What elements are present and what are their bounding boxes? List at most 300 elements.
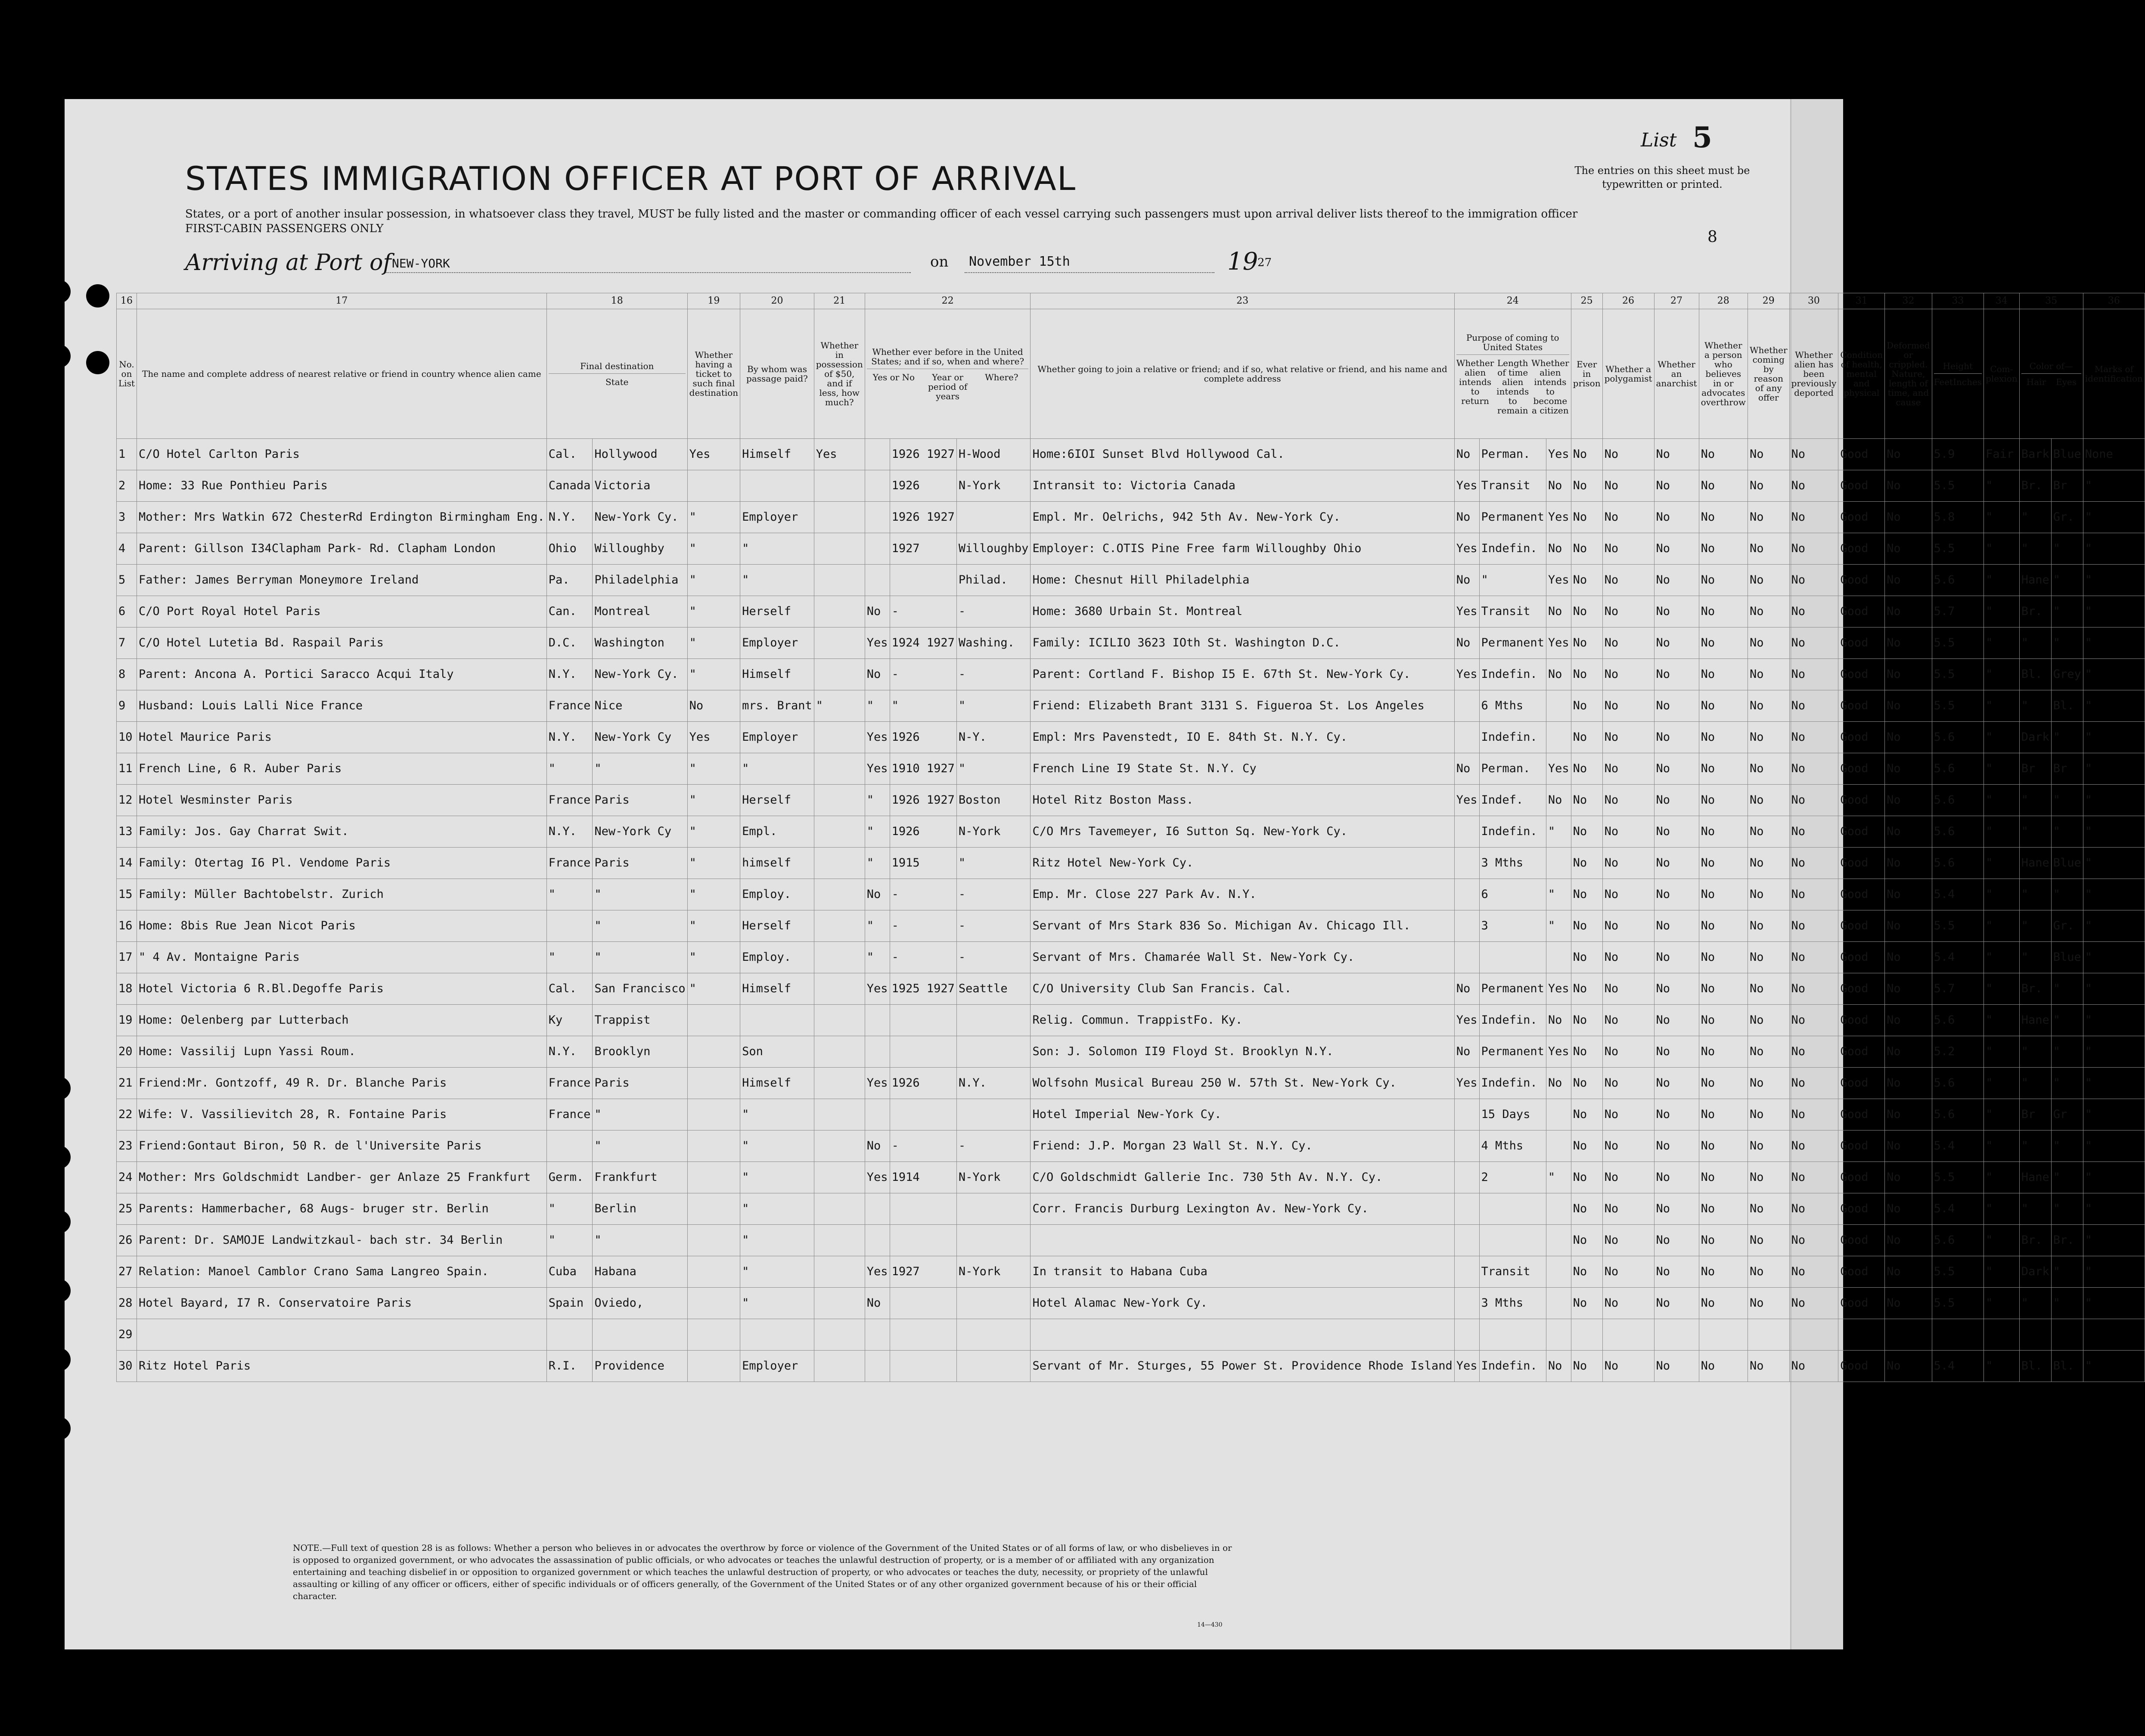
cell-prison: No — [1571, 470, 1602, 502]
cell-height: 5.7 — [1932, 973, 1984, 1005]
cell-state: N.Y. — [546, 1036, 593, 1068]
cell-joining: Home: Chesnut Hill Philadelphia — [1031, 565, 1454, 596]
cell-no: 17 — [117, 942, 137, 973]
header-purpose — [1454, 309, 1571, 439]
cell-relative: C/O Port Royal Hotel Paris — [137, 596, 546, 627]
cell-hair: " — [2019, 502, 2051, 533]
cell-joining: Friend: Elizabeth Brant 3131 S. Figueroa St. Los Angeles — [1031, 690, 1454, 722]
cell-eyes: " — [2051, 722, 2083, 753]
cell-return — [1454, 816, 1479, 848]
cell-paid: Herself — [740, 596, 814, 627]
cell-hair — [2019, 1319, 2051, 1351]
page-number: 8 — [1707, 228, 1717, 246]
cell-where: N-York — [956, 1162, 1031, 1193]
cell-anarch: No — [1654, 848, 1699, 879]
cell-poly: No — [1602, 627, 1654, 659]
cell-length — [1479, 942, 1546, 973]
cell-deformed: No — [1885, 722, 1932, 753]
cell-citizen — [1546, 942, 1571, 973]
cell-complexion: " — [1984, 627, 2020, 659]
cell-no: 9 — [117, 690, 137, 722]
cell-no: 1 — [117, 439, 137, 470]
cell-hair: " — [2019, 1288, 2051, 1319]
intro-text — [185, 207, 1606, 236]
cell-where: N.Y. — [956, 1068, 1031, 1099]
cell-deformed: No — [1885, 565, 1932, 596]
cell-before — [865, 470, 890, 502]
cell-relative: Hotel Wesminster Paris — [137, 785, 546, 816]
cell-deformed: No — [1885, 502, 1932, 533]
cell-health: Good — [1838, 690, 1885, 722]
cell-citizen — [1546, 1256, 1571, 1288]
cell-return: No — [1454, 753, 1479, 785]
cell-where: " — [956, 753, 1031, 785]
cell-state: " — [546, 1193, 593, 1225]
cell-year: 1926 — [890, 722, 956, 753]
cell-height: 5.7 — [1932, 596, 1984, 627]
cell-anarch: No — [1654, 565, 1699, 596]
cell-return: No — [1454, 627, 1479, 659]
cell-citizen — [1546, 1099, 1571, 1130]
cell-marks — [2083, 1319, 2145, 1351]
column-number: 34 — [1984, 293, 2020, 309]
cell-length: Transit — [1479, 470, 1546, 502]
cell-c28: No — [1699, 1099, 1748, 1130]
cell-joining: Wolfsohn Musical Bureau 250 W. 57th St. New-York Cy. — [1031, 1068, 1454, 1099]
cell-height: 5.6 — [1932, 1068, 1984, 1099]
cell-marks: " — [2083, 690, 2145, 722]
column-number: 16 — [117, 293, 137, 309]
cell-state: " — [546, 753, 593, 785]
cell-complexion: " — [1984, 690, 2020, 722]
cell-poly: No — [1602, 942, 1654, 973]
cell-citizen: Yes — [1546, 753, 1571, 785]
cell-hair: " — [2019, 1036, 2051, 1068]
cell-poly: No — [1602, 1036, 1654, 1068]
cell-money — [814, 1068, 865, 1099]
cell-relative: Parent: Gillson I34Clapham Park- Rd. Clapham London — [137, 533, 546, 565]
column-number: 20 — [740, 293, 814, 309]
cell-paid: " — [740, 565, 814, 596]
cell-citizen: " — [1546, 1162, 1571, 1193]
cell-height: 5.8 — [1932, 502, 1984, 533]
cell-return — [1454, 690, 1479, 722]
header-ticket: Whether having a ticket to such final destination — [687, 309, 740, 439]
cell-year — [890, 565, 956, 596]
cell-return: Yes — [1454, 659, 1479, 690]
cell-length — [1479, 1319, 1546, 1351]
binder-hole — [47, 1348, 71, 1371]
cell-deformed: No — [1885, 1162, 1932, 1193]
cell-prison: No — [1571, 1225, 1602, 1256]
cell-c29: No — [1748, 1099, 1789, 1130]
cell-hair: Dark — [2019, 1256, 2051, 1288]
table-row — [117, 439, 2145, 470]
cell-marks: " — [2083, 565, 2145, 596]
cell-state: N.Y. — [546, 502, 593, 533]
cell-deformed: No — [1885, 533, 1932, 565]
cell-length: Transit — [1479, 596, 1546, 627]
cell-ticket: " — [687, 879, 740, 910]
cell-eyes: Gr. — [2051, 910, 2083, 942]
cell-c30: No — [1789, 879, 1838, 910]
cell-hair: Br. — [2019, 470, 2051, 502]
binder-hole — [86, 284, 109, 307]
cell-ticket: " — [687, 785, 740, 816]
cell-relative: Family: Otertag I6 Pl. Vendome Paris — [137, 848, 546, 879]
table-row — [117, 879, 2145, 910]
cell-length: Permanent — [1479, 502, 1546, 533]
cell-poly: No — [1602, 439, 1654, 470]
cell-c29: No — [1748, 596, 1789, 627]
header-c28: Whether a person who believes in or advocates overthrow — [1699, 309, 1748, 439]
cell-anarch: No — [1654, 722, 1699, 753]
header-paid_by: By whom was passage paid? — [740, 309, 814, 439]
cell-height: 5.9 — [1932, 439, 1984, 470]
subheader-return: Whether alien intends to return — [1456, 357, 1494, 406]
cell-hair: Bark — [2019, 439, 2051, 470]
cell-marks: " — [2083, 596, 2145, 627]
cell-hair: Bl. — [2019, 659, 2051, 690]
cell-no: 16 — [117, 910, 137, 942]
cell-complexion: " — [1984, 1288, 2020, 1319]
cell-poly: No — [1602, 753, 1654, 785]
cell-height: 5.6 — [1932, 1005, 1984, 1036]
cell-state: Cal. — [546, 973, 593, 1005]
cell-marks: " — [2083, 1193, 2145, 1225]
cell-health: Good — [1838, 1130, 1885, 1162]
cell-city: " — [593, 879, 687, 910]
cell-joining: C/O Mrs Tavemeyer, I6 Sutton Sq. New-York Cy. — [1031, 816, 1454, 848]
cell-ticket — [687, 1162, 740, 1193]
table-row — [117, 848, 2145, 879]
cell-no: 27 — [117, 1256, 137, 1288]
cell-paid: " — [740, 1099, 814, 1130]
cell-before: Yes — [865, 1162, 890, 1193]
cell-state: Can. — [546, 596, 593, 627]
cell-marks: " — [2083, 470, 2145, 502]
cell-return — [1454, 1288, 1479, 1319]
cell-paid: Son — [740, 1036, 814, 1068]
cell-c28: No — [1699, 973, 1748, 1005]
cell-state: Germ. — [546, 1162, 593, 1193]
cell-height: 5.5 — [1932, 690, 1984, 722]
table-row — [117, 942, 2145, 973]
cell-ticket: " — [687, 565, 740, 596]
cell-c30: No — [1789, 910, 1838, 942]
cell-complexion: " — [1984, 753, 2020, 785]
cell-marks: " — [2083, 910, 2145, 942]
cell-complexion: " — [1984, 533, 2020, 565]
cell-marks: " — [2083, 1162, 2145, 1193]
cell-paid: mrs. Brant — [740, 690, 814, 722]
cell-prison: No — [1571, 722, 1602, 753]
cell-deformed — [1885, 1319, 1932, 1351]
cell-no: 11 — [117, 753, 137, 785]
cell-relative: C/O Hotel Carlton Paris — [137, 439, 546, 470]
cell-c29: No — [1748, 1256, 1789, 1288]
cell-prison: No — [1571, 1351, 1602, 1382]
cell-prison: No — [1571, 1256, 1602, 1288]
cell-joining: Home:6IOI Sunset Blvd Hollywood Cal. — [1031, 439, 1454, 470]
cell-c29: No — [1748, 1005, 1789, 1036]
cell-c30: No — [1789, 1225, 1838, 1256]
column-header-row — [117, 309, 2145, 439]
cell-prison: No — [1571, 659, 1602, 690]
cell-state: France — [546, 690, 593, 722]
cell-paid: Employer — [740, 1351, 814, 1382]
cell-c28: No — [1699, 785, 1748, 816]
cell-length: Perman. — [1479, 753, 1546, 785]
cell-citizen: No — [1546, 785, 1571, 816]
cell-relative: C/O Hotel Lutetia Bd. Raspail Paris — [137, 627, 546, 659]
cell-year: - — [890, 910, 956, 942]
cell-eyes: Br — [2051, 470, 2083, 502]
cell-health: Good — [1838, 910, 1885, 942]
cell-joining: Hotel Imperial New-York Cy. — [1031, 1099, 1454, 1130]
subheader-inches: Inches — [1953, 376, 1982, 387]
table-row — [117, 596, 2145, 627]
table-row — [117, 1351, 2145, 1382]
cell-ticket — [687, 1319, 740, 1351]
cell-prison — [1571, 1319, 1602, 1351]
cell-c28: No — [1699, 1351, 1748, 1382]
cell-eyes: " — [2051, 973, 2083, 1005]
cell-citizen — [1546, 1225, 1571, 1256]
cell-marks: " — [2083, 722, 2145, 753]
cell-relative: Mother: Mrs Goldschmidt Landber- ger Anlaze 25 Frankfurt — [137, 1162, 546, 1193]
cell-anarch: No — [1654, 1130, 1699, 1162]
cell-money — [814, 816, 865, 848]
cell-ticket: " — [687, 910, 740, 942]
cell-poly: No — [1602, 785, 1654, 816]
cell-complexion: " — [1984, 659, 2020, 690]
cell-length: Indefin. — [1479, 1351, 1546, 1382]
cell-c29: No — [1748, 1162, 1789, 1193]
cell-c29: No — [1748, 502, 1789, 533]
cell-before: " — [865, 910, 890, 942]
cell-ticket: " — [687, 942, 740, 973]
cell-health: Good — [1838, 1162, 1885, 1193]
cell-poly: No — [1602, 816, 1654, 848]
header-subgroup — [2021, 374, 2081, 387]
cell-joining: Intransit to: Victoria Canada — [1031, 470, 1454, 502]
cell-city: " — [593, 1130, 687, 1162]
cell-money — [814, 1162, 865, 1193]
cell-where: Willoughby — [956, 533, 1031, 565]
cell-health: Good — [1838, 565, 1885, 596]
cell-return — [1454, 1130, 1479, 1162]
cell-deformed: No — [1885, 942, 1932, 973]
cell-deformed: No — [1885, 1225, 1932, 1256]
cell-health: Good — [1838, 879, 1885, 910]
cell-eyes: Br. — [2051, 1225, 2083, 1256]
cell-height: 5.4 — [1932, 1193, 1984, 1225]
cell-anarch: No — [1654, 502, 1699, 533]
cell-length: Indefin. — [1479, 659, 1546, 690]
cell-before — [865, 1319, 890, 1351]
cell-relative: Home: 8bis Rue Jean Nicot Paris — [137, 910, 546, 942]
cell-complexion: " — [1984, 502, 2020, 533]
cell-anarch: No — [1654, 1351, 1699, 1382]
cell-where: Philad. — [956, 565, 1031, 596]
cell-ticket — [687, 1036, 740, 1068]
cell-year: " — [890, 690, 956, 722]
cell-before: " — [865, 785, 890, 816]
cell-eyes: " — [2051, 1130, 2083, 1162]
table-row — [117, 1005, 2145, 1036]
cell-ticket: " — [687, 502, 740, 533]
cell-poly: No — [1602, 659, 1654, 690]
cell-prison: No — [1571, 439, 1602, 470]
cell-length: Perman. — [1479, 439, 1546, 470]
cell-c28: No — [1699, 690, 1748, 722]
cell-health: Good — [1838, 753, 1885, 785]
table-row — [117, 627, 2145, 659]
subheader-length: Length of time alien intends to remain — [1496, 357, 1529, 416]
cell-complexion: " — [1984, 1099, 2020, 1130]
header-group-label: Height — [1934, 361, 1982, 374]
cell-poly: No — [1602, 973, 1654, 1005]
cell-length: Indefin. — [1479, 1005, 1546, 1036]
cell-relative: " 4 Av. Montaigne Paris — [137, 942, 546, 973]
cell-city: Habana — [593, 1256, 687, 1288]
cell-city: Frankfurt — [593, 1162, 687, 1193]
cell-year: 1927 — [890, 1256, 956, 1288]
cell-paid: Employ. — [740, 879, 814, 910]
cell-before: Yes — [865, 973, 890, 1005]
cell-before — [865, 1005, 890, 1036]
header-no: No. on List — [117, 309, 137, 439]
binder-hole — [47, 280, 71, 303]
cell-health: Good — [1838, 627, 1885, 659]
cell-money — [814, 1351, 865, 1382]
cell-before — [865, 1036, 890, 1068]
column-number: 29 — [1748, 293, 1789, 309]
cell-citizen: No — [1546, 470, 1571, 502]
cell-height: 5.4 — [1932, 942, 1984, 973]
cell-eyes: " — [2051, 1193, 2083, 1225]
cell-before: No — [865, 596, 890, 627]
cell-height: 5.5 — [1932, 1162, 1984, 1193]
cell-ticket — [687, 1351, 740, 1382]
cell-paid: " — [740, 1225, 814, 1256]
cell-city: New-York Cy — [593, 816, 687, 848]
table-row — [117, 816, 2145, 848]
cell-joining: Friend: J.P. Morgan 23 Wall St. N.Y. Cy. — [1031, 1130, 1454, 1162]
cell-eyes: Blue — [2051, 848, 2083, 879]
cell-paid: Employ. — [740, 942, 814, 973]
cell-c28: No — [1699, 848, 1748, 879]
cell-money — [814, 1288, 865, 1319]
cell-citizen: Yes — [1546, 502, 1571, 533]
cell-anarch: No — [1654, 1005, 1699, 1036]
cell-eyes — [2051, 1319, 2083, 1351]
cell-year — [890, 1319, 956, 1351]
cell-state: Spain — [546, 1288, 593, 1319]
cell-year: 1925 1927 — [890, 973, 956, 1005]
cell-c30: No — [1789, 816, 1838, 848]
cell-no: 30 — [117, 1351, 137, 1382]
cell-marks: " — [2083, 1288, 2145, 1319]
cell-joining: Emp. Mr. Close 227 Park Av. N.Y. — [1031, 879, 1454, 910]
cell-anarch — [1654, 1319, 1699, 1351]
page-title: STATES IMMIGRATION OFFICER AT PORT OF ARRIVAL — [185, 159, 1077, 198]
cell-poly: No — [1602, 1162, 1654, 1193]
cell-hair: Bl. — [2019, 1351, 2051, 1382]
cell-length: 4 Mths — [1479, 1130, 1546, 1162]
cell-complexion: " — [1984, 879, 2020, 910]
cell-anarch: No — [1654, 439, 1699, 470]
cell-c28: No — [1699, 1068, 1748, 1099]
cell-money — [814, 1319, 865, 1351]
cell-citizen — [1546, 1130, 1571, 1162]
cell-c30: No — [1789, 722, 1838, 753]
cell-no: 18 — [117, 973, 137, 1005]
cell-height: 5.4 — [1932, 879, 1984, 910]
cell-ticket: " — [687, 973, 740, 1005]
cell-relative: Home: Oelenberg par Lutterbach — [137, 1005, 546, 1036]
cell-height: 5.6 — [1932, 722, 1984, 753]
cell-height: 5.4 — [1932, 1130, 1984, 1162]
cell-deformed: No — [1885, 1288, 1932, 1319]
year-prefix: 19 — [1227, 248, 1258, 276]
cell-marks: " — [2083, 1225, 2145, 1256]
cell-relative: Family: Jos. Gay Charrat Swit. — [137, 816, 546, 848]
cell-citizen: " — [1546, 910, 1571, 942]
cell-deformed: No — [1885, 879, 1932, 910]
cell-deformed: No — [1885, 973, 1932, 1005]
intro-sentence: States, or a port of another insular possession, in whatsoever class they travel, MUST be fully listed and the master or commanding officer of each vessel carrying such passengers must upon arrival deliver lists thereof to the immigration officer — [185, 208, 1578, 220]
cell-paid: Herself — [740, 910, 814, 942]
column-number: 24 — [1454, 293, 1571, 309]
cell-anarch: No — [1654, 1036, 1699, 1068]
column-number-row — [117, 293, 2145, 309]
cell-before — [865, 502, 890, 533]
table-row — [117, 722, 2145, 753]
cell-health: Good — [1838, 722, 1885, 753]
cell-citizen: No — [1546, 659, 1571, 690]
binder-hole — [86, 351, 109, 374]
cell-poly: No — [1602, 1193, 1654, 1225]
header-c30: Whether alien has been previously deported — [1789, 309, 1838, 439]
cell-joining — [1031, 1225, 1454, 1256]
cell-hair: Br — [2019, 753, 2051, 785]
cell-city: Victoria — [593, 470, 687, 502]
cell-state: " — [546, 879, 593, 910]
cell-year: - — [890, 659, 956, 690]
cell-joining: Relig. Commun. TrappistFo. Ky. — [1031, 1005, 1454, 1036]
cell-prison: No — [1571, 848, 1602, 879]
cell-c28: No — [1699, 942, 1748, 973]
cell-c30 — [1789, 1319, 1838, 1351]
cell-c29: No — [1748, 627, 1789, 659]
cell-c29: No — [1748, 879, 1789, 910]
cell-paid — [740, 470, 814, 502]
table-row — [117, 470, 2145, 502]
cell-no: 5 — [117, 565, 137, 596]
table-row — [117, 1193, 2145, 1225]
header-subgroup — [867, 369, 1029, 401]
cell-joining: Son: J. Solomon II9 Floyd St. Brooklyn N.Y. — [1031, 1036, 1454, 1068]
cell-joining: Servant of Mr. Sturges, 55 Power St. Providence Rhode Island — [1031, 1351, 1454, 1382]
cell-no: 23 — [117, 1130, 137, 1162]
cell-no: 22 — [117, 1099, 137, 1130]
cell-ticket: " — [687, 816, 740, 848]
table-body — [117, 439, 2145, 1382]
cell-year: 1926 1927 — [890, 439, 956, 470]
cell-where: - — [956, 596, 1031, 627]
